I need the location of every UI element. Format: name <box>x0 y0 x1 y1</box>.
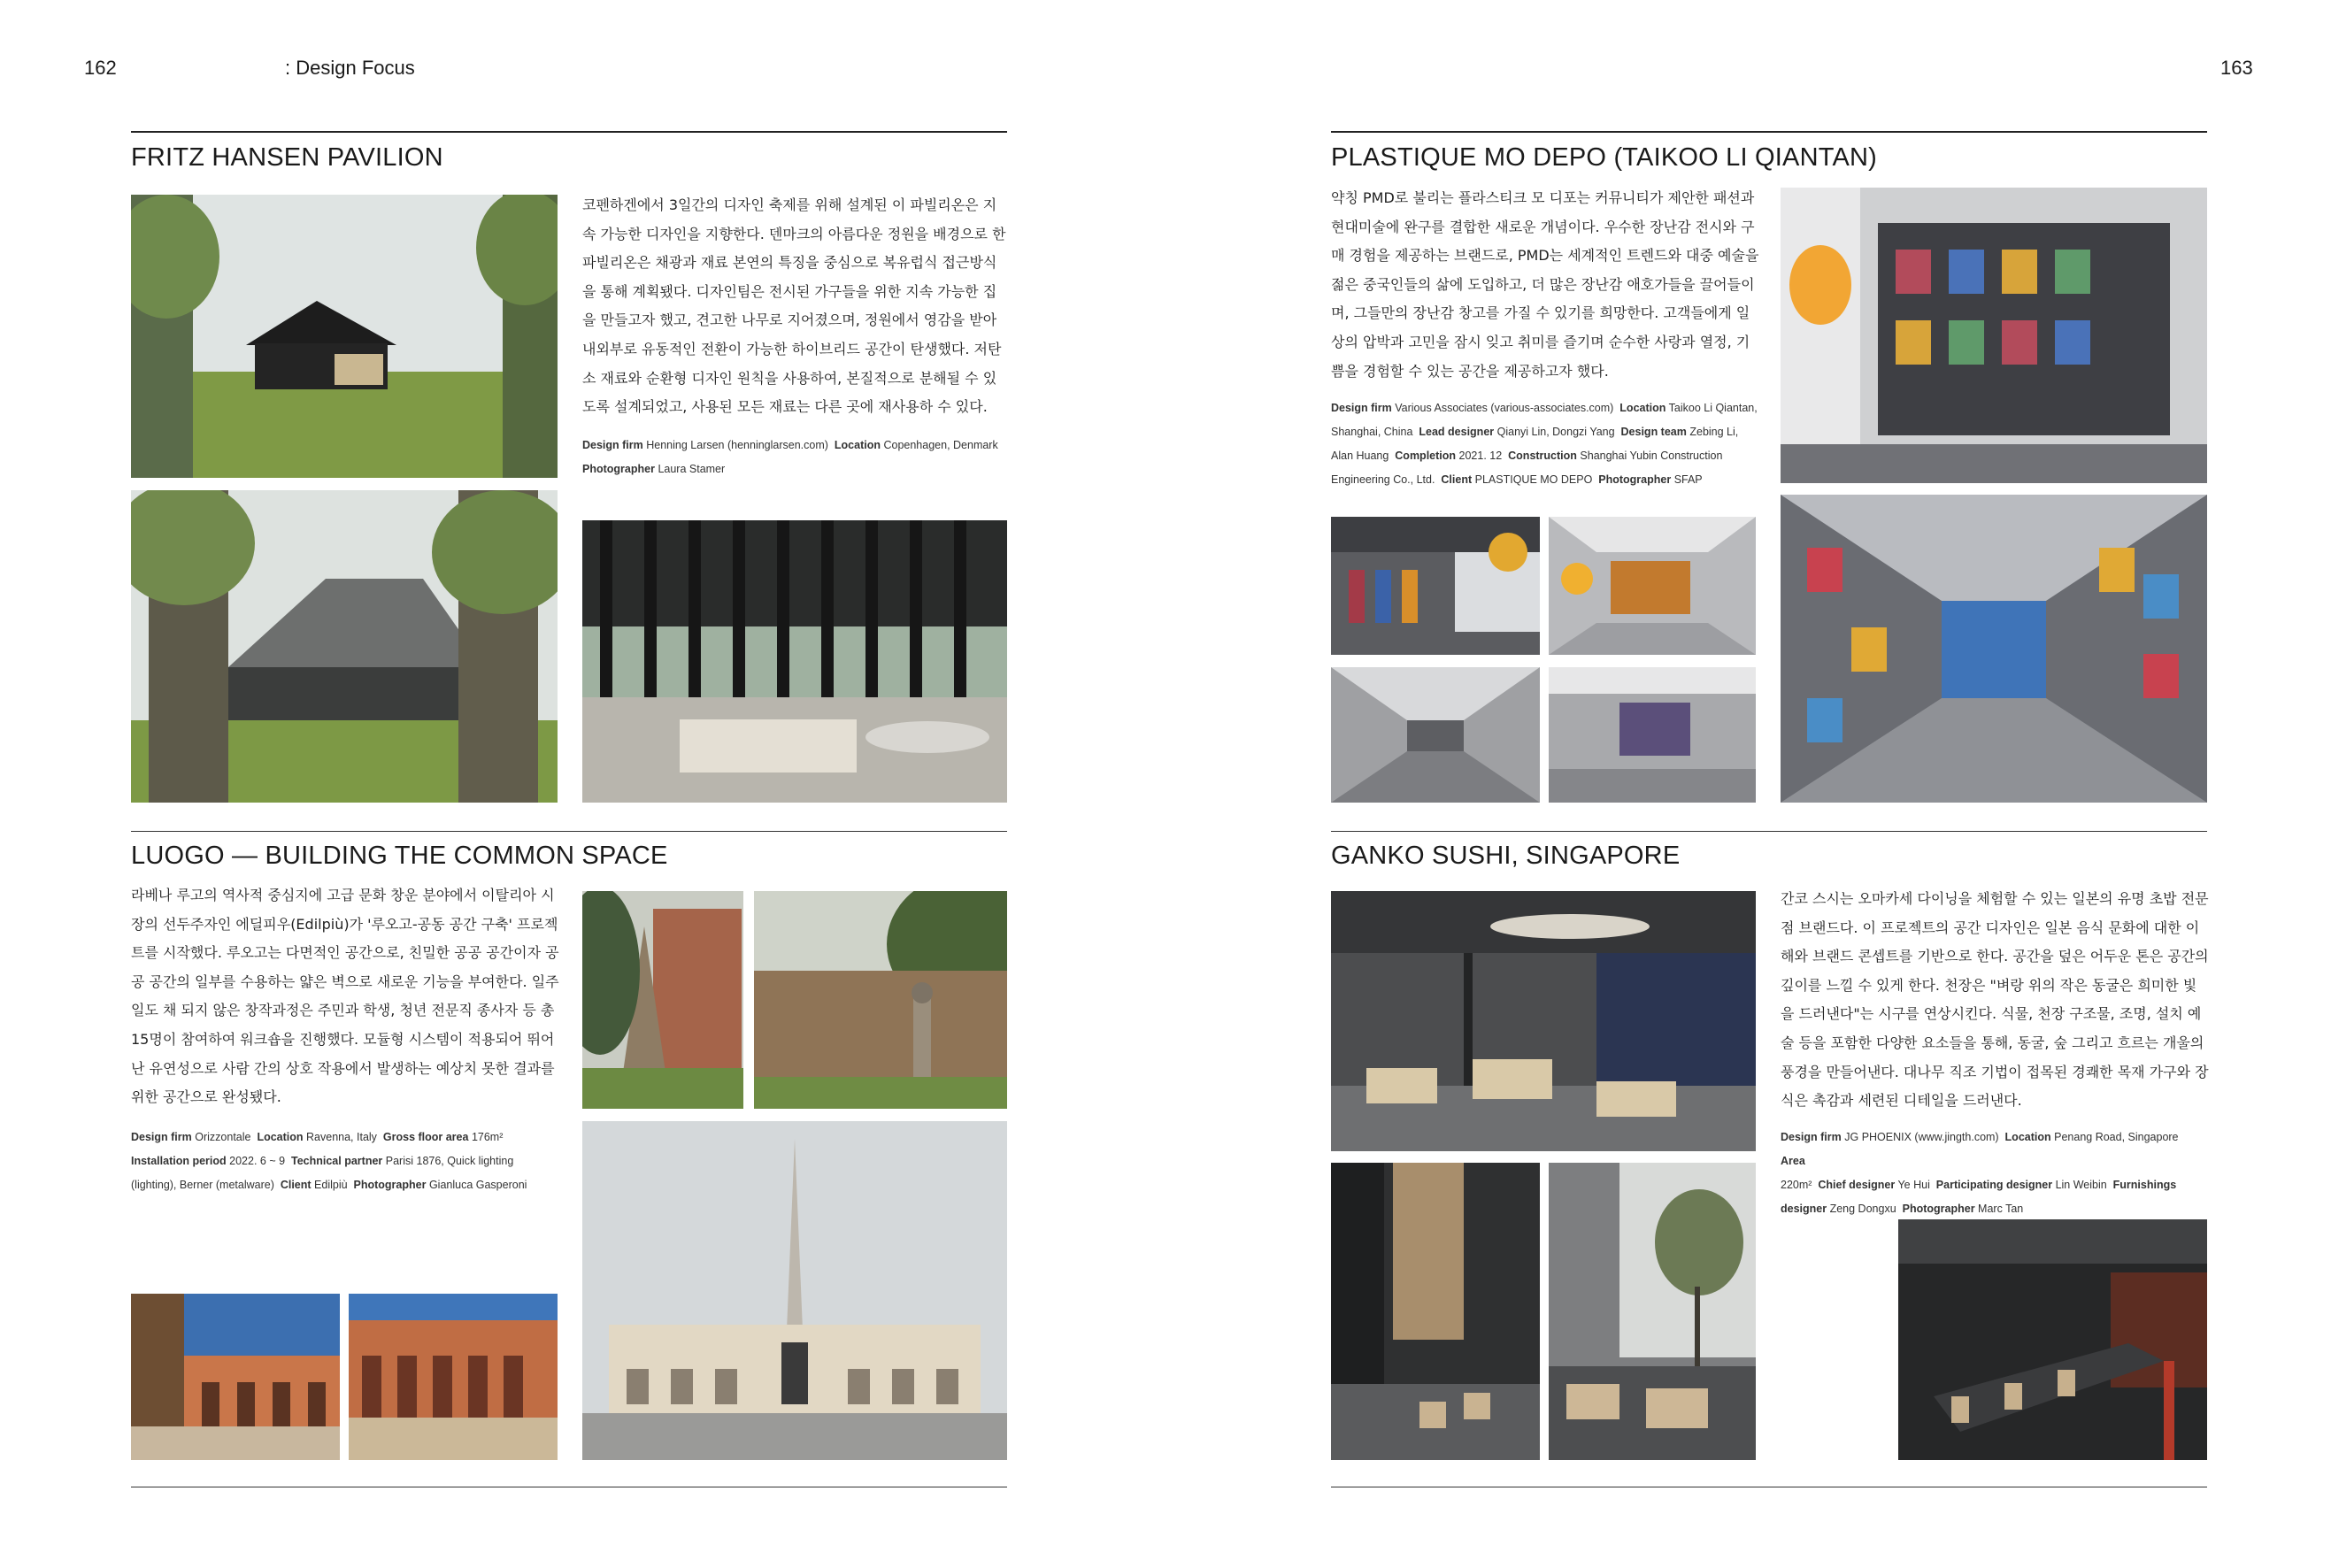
photo-pmd-display <box>1549 667 1756 803</box>
credit-label: Client <box>1441 473 1473 486</box>
article-credits-plastique <box>1331 396 1761 492</box>
credit-label: Lead designer <box>1419 426 1495 438</box>
credit-label: Design firm <box>1781 1131 1842 1143</box>
photo-luogo-arcade-right <box>349 1294 558 1460</box>
photo-pmd-aisle <box>1331 667 1540 803</box>
credit-value: Copenhagen, Denmark <box>883 439 998 451</box>
photo-fritz-pavilion-interior <box>582 520 1007 803</box>
photo-ganko-dining <box>1331 891 1756 1151</box>
credit-value: SFAP <box>1673 473 1703 486</box>
credit-label: Location <box>257 1131 304 1143</box>
credit-label: Photographer <box>582 463 655 475</box>
credit-value: 220m² <box>1781 1179 1812 1191</box>
mid-rule-left <box>131 831 1007 832</box>
photo-ganko-bar <box>1898 1219 2207 1460</box>
mid-rule-right <box>1331 831 2207 832</box>
credit-value: Marc Tan <box>1978 1203 2024 1215</box>
credit-value: Parisi 1876, Quick lighting (lighting), Berner (metalware) <box>131 1155 514 1191</box>
credit-value: Penang Road, Singapore <box>2054 1131 2179 1143</box>
credit-value: Henning Larsen (henninglarsen.com) <box>646 439 828 451</box>
credit-value: Ravenna, Italy <box>306 1131 377 1143</box>
credit-value: Shanghai Yubin Construction Engineering Co., Ltd. <box>1331 450 1723 486</box>
credit-value: Various Associates (various-associates.com) <box>1395 402 1614 414</box>
article-credits-luogo <box>131 1126 556 1197</box>
credit-label: Photographer <box>1902 1203 1975 1215</box>
credit-label: Design team <box>1620 426 1687 438</box>
article-body-ganko: 간코 스시는 오마카세 다이닝을 체험할 수 있는 일본의 유명 초밥 전문점 브랜드다. 이 프로젝트의 공간 디자인은 일본 음식 문화에 대한 이해와 브랜드 콘셉트를 기반으로 한다. 공간을 덮은 어두운 톤은 공간의 깊이를 느낄 수 있게 한다. 천장은 "벼랑 위의 작은 동굴은 희미한 빛을 드러낸다"는 시구를 연상시킨다. 식물, 천장 구조물, 조명, 설치 예술 등을 포함한 다양한 요소들을 통해, 동굴, 숲 그리고 흐르는 개울의 풍경을 만들어낸다. 대나무 직조 기법이 접목된 경쾌한 목재 가구와 장식은 촉감과 세련된 디테일을 드러낸다. <box>1781 890 2209 1110</box>
top-rule-left <box>131 131 1007 133</box>
credit-value: JG PHOENIX (www.jingth.com) <box>1844 1131 1999 1143</box>
article-title-luogo: LUOGO — BUILDING THE COMMON SPACE <box>131 842 668 870</box>
credit-label: Location <box>2004 1131 2051 1143</box>
credit-label: Area <box>1781 1155 1805 1167</box>
credit-label: Gross floor area <box>382 1131 469 1143</box>
right-page-number: 163 <box>2220 57 2253 79</box>
credit-label: Design firm <box>131 1131 192 1143</box>
photo-luogo-wall <box>754 891 1007 1109</box>
credit-value: Laura Stamer <box>658 463 726 475</box>
credit-value: Orizzontale <box>195 1131 251 1143</box>
credit-value: Ye Hui <box>1897 1179 1930 1191</box>
credit-value: Gianluca Gasperoni <box>428 1179 527 1191</box>
credit-label: Construction <box>1508 450 1577 462</box>
photo-luogo-arcade-left <box>131 1294 340 1460</box>
credit-label: Design firm <box>1331 402 1392 414</box>
credit-value: Zeng Dongxu <box>1829 1203 1896 1215</box>
photo-luogo-tower <box>582 891 743 1109</box>
article-credits-ganko <box>1781 1126 2209 1221</box>
credit-label: Participating designer <box>1935 1179 2053 1191</box>
credit-label: Photographer <box>1598 473 1672 486</box>
credit-value: 2021. 12 <box>1458 450 1503 462</box>
credit-value: 176m² <box>471 1131 504 1143</box>
credit-label: Location <box>1619 402 1666 414</box>
credit-label: Photographer <box>353 1179 427 1191</box>
credit-value: Taikoo Li Qiantan, Shanghai, China <box>1331 402 1758 438</box>
credit-value: PLASTIQUE MO DEPO <box>1474 473 1593 486</box>
credit-label: Client <box>280 1179 312 1191</box>
photo-luogo-obelisk <box>582 1121 1007 1460</box>
section-label: : Design Focus <box>285 57 415 79</box>
photo-pmd-room <box>1549 517 1756 655</box>
photo-pmd-figures <box>1331 517 1540 655</box>
article-body-plastique: 약칭 PMD로 불리는 플라스티크 모 디포는 커뮤니티가 제안한 패션과 현대미술에 완구를 결합한 새로운 개념이다. 우수한 장난감 전시와 구매 경험을 제공하는 브랜드로, PMD는 세계적인 트렌드와 대중 예술을 젊은 중국인들의 삶에 도입하고, 더 많은 장난감 애호가들을 끌어들이며, 그들만의 장난감 창고를 가질 수 있기를 희망한다. 고객들에게 일상의 압박과 고민을 잠시 잊고 취미를 즐기며 순수한 사랑과 열정, 기쁨을 경험할 수 있는 공간을 제공하고자 했다. <box>1331 189 1759 380</box>
article-title-ganko: GANKO SUSHI, SINGAPORE <box>1331 842 1681 870</box>
article-credits-fritz <box>582 434 1007 481</box>
article-body-luogo: 라베나 루고의 역사적 중심지에 고급 문화 창운 분야에서 이탈리아 시장의 선두주자인 에딜피우(Edilpiù)가 '루오고-공동 공간 구축' 프로젝트를 시작했다. 루오고는 다면적인 공간으로, 친밀한 공공 공간이자 공공 공간의 일부를 수용하는 얇은 벽으로 새로운 기능을 부여한다. 일주일도 채 되지 않은 창작과정은 주민과 학생, 청년 전문직 종사자 등 총 15명이 참여하여 워크숍을 진행했다. 모듈형 시스템이 적용되어 뛰어난 유연성으로 사람 간의 상호 작용에서 발생하는 예상치 못한 결과를 위한 공간으로 완성됐다. <box>131 887 559 1106</box>
credit-value: Zebing Li, Alan Huang <box>1331 426 1739 462</box>
photo-fritz-pavilion-lawn <box>131 195 558 478</box>
credit-label: Furnishings designer <box>1781 1179 2177 1215</box>
article-body-fritz: 코펜하겐에서 3일간의 디자인 축제를 위해 설계된 이 파빌리온은 지속 가능한 디자인을 지향한다. 덴마크의 아름다운 정원을 배경으로 한 파빌리온은 채광과 재료 본연의 특징을 중심으로 복유럽식 접근방식을 통해 계획됐다. 디자인팀은 전시된 가구들을 위한 지속 가능한 집을 만들고자 했고, 견고한 나무로 지어졌으며, 정원에서 영감을 받아 내외부로 유동적인 전환이 가능한 하이브리드 공간이 탄생했다. 저탄소 재료와 순환형 디자인 원칙을 사용하여, 본질적으로 분해될 수 있도록 설계되었고, 사용된 모든 재료는 다른 곳에 재사용하 수 있다. <box>582 196 1006 416</box>
photo-fritz-pavilion-trees <box>131 490 558 803</box>
credit-value: 2022. 6 ~ 9 <box>229 1155 286 1167</box>
top-rule-right <box>1331 131 2207 133</box>
credit-label: Completion <box>1395 450 1457 462</box>
photo-ganko-tree <box>1549 1163 1756 1460</box>
photo-pmd-corridor <box>1781 495 2207 803</box>
credit-label: Installation period <box>131 1155 227 1167</box>
credit-value: Qianyi Lin, Dongzi Yang <box>1496 426 1615 438</box>
credit-label: Technical partner <box>291 1155 383 1167</box>
left-page-number: 162 <box>84 57 117 79</box>
photo-pmd-storefront <box>1781 188 2207 483</box>
credit-value: Lin Weibin <box>2055 1179 2107 1191</box>
credit-label: Location <box>834 439 881 451</box>
article-title-fritz: FRITZ HANSEN PAVILION <box>131 143 443 172</box>
credit-value: Edilpiù <box>314 1179 348 1191</box>
article-title-plastique: PLASTIQUE MO DEPO (TAIKOO LI QIANTAN) <box>1331 143 1878 172</box>
credit-label: Design firm <box>582 439 643 451</box>
credit-label: Chief designer <box>1818 1179 1896 1191</box>
photo-ganko-ceiling <box>1331 1163 1540 1460</box>
